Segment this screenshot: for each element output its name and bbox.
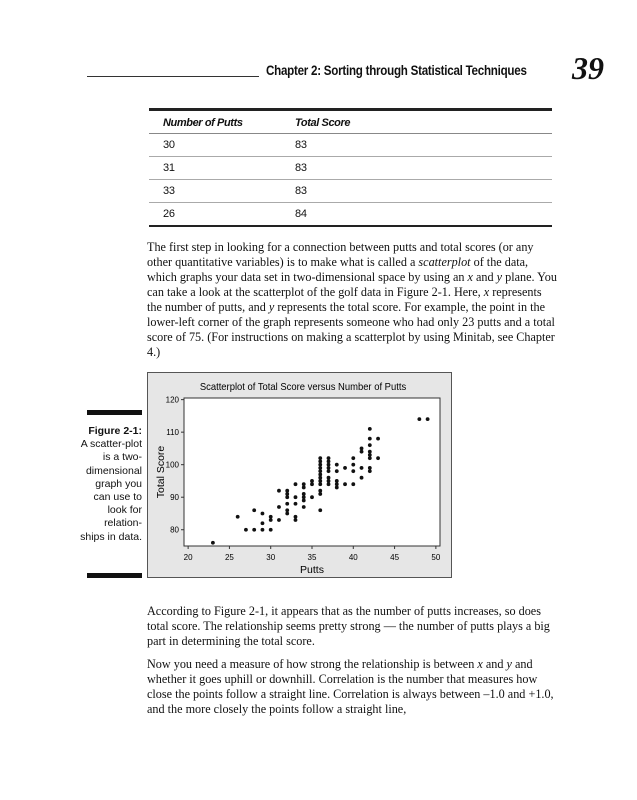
paragraph-figure-interpretation: According to Figure 2-1, it appears that as the number of putts increases, so does total score. The relationship seems pretty strong — the number of putts plays a big part in determining the total score.: [147, 604, 550, 648]
cell-putts: 33: [163, 185, 175, 197]
putts-score-table: [149, 108, 552, 227]
data-point: [211, 541, 215, 545]
data-point: [244, 528, 248, 532]
data-point: [360, 447, 364, 451]
text-run: represents the total score. For example, the point in the lower-left corner of the graph represents someone who had only 23 putts and a total score of 75. (For instructions on making a scatterplot by using Minitab, see Chapter 4.): [147, 300, 555, 359]
data-point: [261, 512, 265, 516]
data-point: [351, 456, 355, 460]
data-point: [318, 489, 322, 493]
paragraph-correlation: [147, 657, 559, 717]
table-row: [149, 180, 552, 203]
figure-caption-text: A scatter-plot is a two-dimensional graph you can use to look for relation-ships in data.: [80, 438, 142, 543]
emphasis: y: [268, 300, 275, 314]
x-tick-label: 40: [348, 553, 358, 562]
data-point: [327, 466, 331, 470]
data-point: [368, 456, 372, 460]
data-point: [285, 502, 289, 506]
data-point: [368, 453, 372, 457]
data-point: [426, 417, 430, 421]
data-point: [327, 479, 331, 483]
data-point: [368, 450, 372, 454]
data-point: [318, 508, 322, 512]
data-point: [318, 479, 322, 483]
data-point: [285, 508, 289, 512]
x-axis-label: Putts: [300, 564, 324, 576]
data-point: [261, 528, 265, 532]
cell-score: 83: [295, 139, 307, 151]
data-point: [269, 518, 273, 522]
page-number: 39: [572, 50, 604, 86]
data-point: [351, 469, 355, 473]
caption-bottom-bar: [87, 573, 142, 578]
data-point: [376, 437, 380, 441]
x-tick-label: 45: [390, 553, 400, 562]
data-point: [302, 486, 306, 490]
data-point: [269, 515, 273, 519]
data-point: [351, 463, 355, 467]
data-point: [327, 482, 331, 486]
data-point: [327, 476, 331, 480]
emphasis: x: [467, 270, 473, 284]
text-run: plane. You can take a look at the scatterplot of the golf data in Figure 2-1. Here,: [147, 270, 557, 299]
table-row: [149, 157, 552, 180]
cell-putts: 31: [163, 162, 175, 174]
plot-area: [184, 398, 440, 546]
text-run: represents the number of putts, and: [147, 285, 542, 314]
data-point: [318, 469, 322, 473]
data-point: [277, 518, 281, 522]
data-point: [302, 499, 306, 503]
caption-top-bar: [87, 410, 142, 415]
data-point: [318, 466, 322, 470]
data-point: [335, 486, 339, 490]
data-point: [335, 469, 339, 473]
cell-putts: 26: [163, 208, 175, 220]
cell-putts: 30: [163, 139, 175, 151]
chart-title: Scatterplot of Total Score versus Number of Putts: [199, 381, 407, 394]
data-point: [294, 515, 298, 519]
y-axis-label: Total Score: [155, 445, 167, 499]
x-tick-label: 20: [183, 553, 193, 562]
paragraph-scatterplot-intro: [147, 240, 559, 360]
data-point: [318, 482, 322, 486]
data-point: [285, 495, 289, 499]
x-axis: [184, 546, 441, 562]
x-tick-label: 30: [266, 553, 276, 562]
data-point: [368, 427, 372, 431]
x-tick-label: 25: [224, 553, 234, 562]
data-point: [360, 476, 364, 480]
data-point: [269, 528, 273, 532]
data-point: [294, 518, 298, 522]
data-point: [335, 482, 339, 486]
data-point: [294, 502, 298, 506]
data-point: [310, 479, 314, 483]
data-point: [318, 476, 322, 480]
text-run: and: [472, 270, 497, 284]
y-tick-label: 110: [166, 428, 179, 438]
text-run: Now you need a measure of how strong the relationship is between: [147, 657, 478, 671]
data-point: [318, 460, 322, 464]
data-point: [302, 492, 306, 496]
data-point: [236, 515, 240, 519]
data-point: [302, 505, 306, 509]
y-tick-label: 120: [165, 395, 179, 405]
data-point: [327, 469, 331, 473]
data-point: [343, 482, 347, 486]
data-point: [277, 505, 281, 509]
data-point: [368, 443, 372, 447]
data-point: [351, 482, 355, 486]
x-tick-label: 35: [307, 553, 317, 562]
cell-score: 83: [295, 185, 307, 197]
emphasis: x: [483, 285, 490, 299]
data-point: [294, 495, 298, 499]
emphasis: scatterplot: [418, 255, 471, 269]
column-header-putts: Number of Putts: [163, 117, 243, 129]
data-point: [327, 456, 331, 460]
x-tick-label: 50: [431, 553, 441, 562]
y-tick-label: 80: [170, 525, 179, 535]
table-header-row: [149, 110, 552, 134]
cell-score: 84: [295, 208, 307, 220]
data-point: [368, 466, 372, 470]
figure-caption: [80, 425, 142, 544]
chapter-title: Chapter 2: Sorting through Statistical Techniques: [266, 63, 527, 78]
data-point: [360, 450, 364, 454]
data-point: [417, 417, 421, 421]
scatterplot-chart: [148, 373, 453, 579]
data-point: [318, 492, 322, 496]
data-point: [327, 463, 331, 467]
data-point: [310, 495, 314, 499]
data-point: [261, 521, 265, 525]
data-point: [302, 482, 306, 486]
data-point: [335, 463, 339, 467]
figure-label: Figure 2-1:: [88, 425, 142, 437]
data-point: [302, 495, 306, 499]
emphasis: y: [506, 657, 512, 671]
data-point: [294, 482, 298, 486]
data-point: [376, 456, 380, 460]
y-tick-label: 90: [170, 493, 179, 503]
data-point: [327, 460, 331, 464]
y-axis: [166, 396, 184, 535]
data-point: [310, 482, 314, 486]
text-run: and: [482, 657, 507, 671]
emphasis: y: [496, 270, 503, 284]
data-point: [252, 508, 256, 512]
figure-2-1: [147, 372, 452, 578]
data-point: [285, 489, 289, 493]
emphasis: x: [477, 657, 483, 671]
y-tick-label: 100: [165, 460, 179, 470]
column-header-score: Total Score: [295, 117, 351, 129]
text-run: of the data, which graphs your data set in two-dimensional space by using an: [147, 255, 529, 284]
table-row: [149, 203, 552, 227]
text-run: The first step in looking for a connection between putts and total scores (or any other quantitative variables) is to make what is called a: [147, 240, 534, 269]
data-point: [285, 492, 289, 496]
data-point: [360, 466, 364, 470]
cell-score: 83: [295, 162, 307, 174]
data-point: [277, 489, 281, 493]
data-point: [285, 512, 289, 516]
data-point: [368, 469, 372, 473]
data-point: [368, 437, 372, 441]
header-rule: [87, 76, 259, 77]
data-point: [343, 466, 347, 470]
table-row: [149, 134, 552, 157]
text-run: and whether it goes uphill or downhill. Correlation is the number that measures how close the points follow a straight line. Correlation is always between –1.0 and +1.0, and the more closely the points follow a straight line,: [147, 657, 554, 716]
data-point: [252, 528, 256, 532]
data-point: [335, 479, 339, 483]
data-point: [318, 473, 322, 477]
data-point: [318, 456, 322, 460]
data-point: [318, 463, 322, 467]
